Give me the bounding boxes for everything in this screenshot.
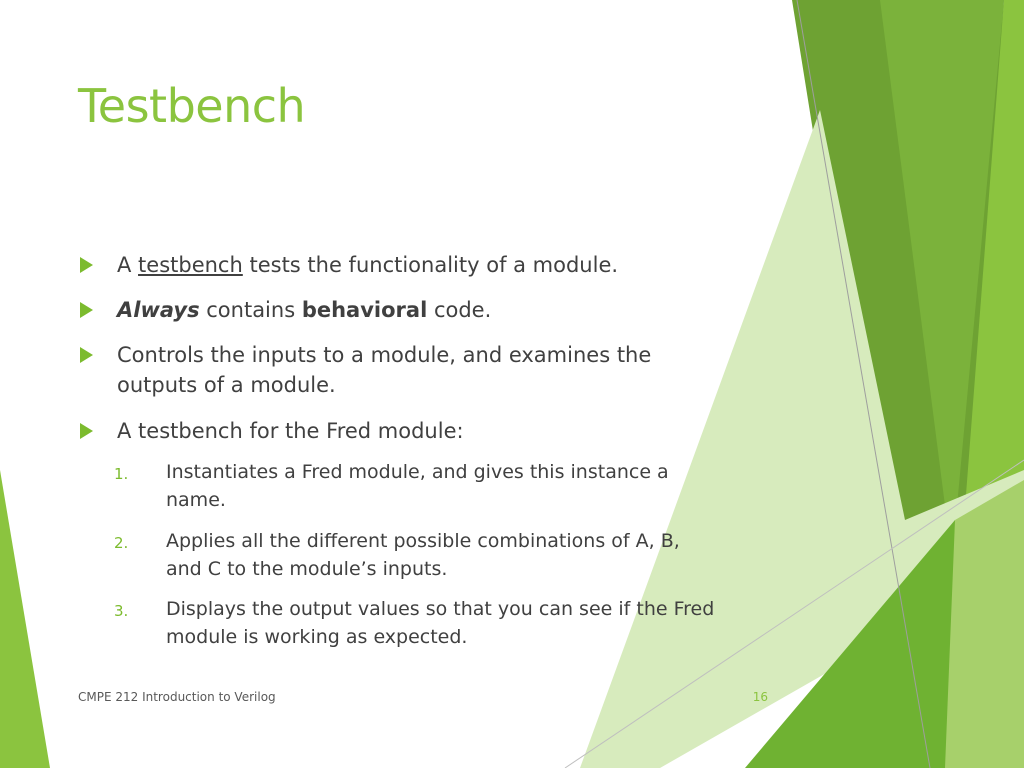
page-number: 16 (752, 690, 768, 704)
bullet-text: tests the functionality of a module. (242, 253, 619, 277)
bullet-item-line: Controls the inputs to a module, and examines the (117, 343, 652, 367)
bullet-item-line: outputs of a module. (117, 373, 336, 397)
step-number: 2. (114, 534, 129, 552)
bullet-text: A (117, 253, 139, 277)
step-line: module is working as expected. (166, 626, 468, 648)
step-line: Displays the output values so that you can see if the Fred (166, 598, 715, 620)
step-number: 3. (114, 602, 129, 620)
emphasis-text: Always (117, 298, 200, 322)
testbench-link[interactable]: testbench (138, 253, 243, 277)
slide-title: Testbench (78, 79, 306, 133)
step-line: Applies all the different possible combinations of A, B, (166, 530, 680, 552)
bullet-text: contains (199, 298, 302, 322)
step-line: Instantiates a Fred module, and gives this instance a (166, 461, 669, 483)
bullet-text: code. (427, 298, 492, 322)
bullet-item: A testbench for the Fred module: (117, 419, 464, 443)
footer-course-title: CMPE 212 Introduction to Verilog (78, 690, 276, 704)
strong-text: behavioral (301, 298, 428, 322)
step-line: name. (166, 489, 226, 511)
step-line: and C to the module’s inputs. (166, 558, 448, 580)
step-number: 1. (114, 465, 129, 483)
left-edge-accent (0, 470, 50, 768)
